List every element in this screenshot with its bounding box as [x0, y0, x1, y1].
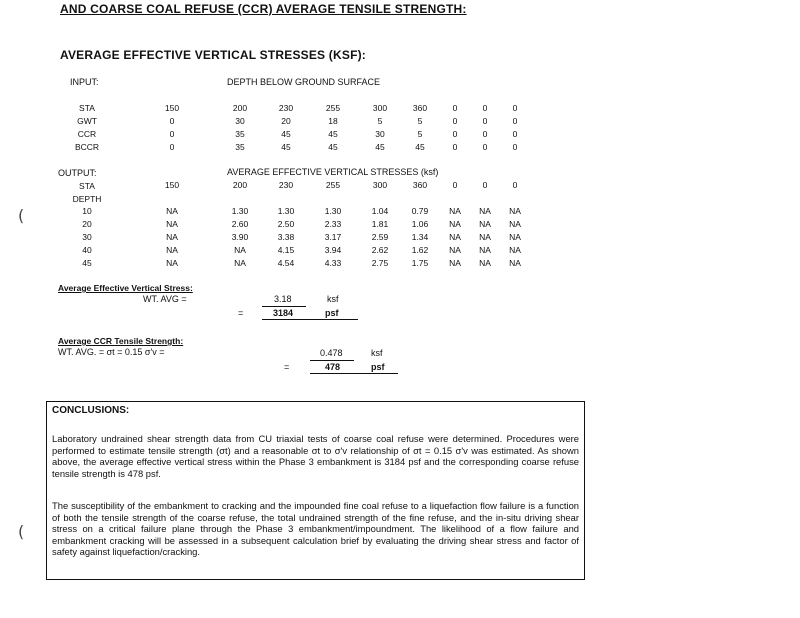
input-cell: 0 [482, 142, 488, 152]
output-depth-value: 20 [82, 219, 92, 229]
conclusions-box [46, 401, 585, 580]
output-cell: NA [449, 245, 461, 255]
input-cell: 20 [281, 116, 291, 126]
input-cell: 35 [235, 142, 245, 152]
output-cell: 2.50 [277, 219, 295, 229]
input-cell: 45 [281, 129, 291, 139]
input-cell: 30 [235, 116, 245, 126]
input-cell: 5 [377, 116, 383, 126]
input-cell: 230 [278, 103, 294, 113]
input-cell: 0 [169, 142, 175, 152]
input-row-label: GWT [77, 116, 97, 126]
avg-tensile-ksf-unit: ksf [371, 348, 383, 358]
input-cell: 0 [169, 116, 175, 126]
output-cell: 1.75 [411, 258, 429, 268]
binder-hole-mark: ( [18, 522, 25, 541]
avg-stress-psf-value: 3184 [273, 308, 294, 318]
output-cell: 1.30 [277, 206, 295, 216]
output-depth-value: 40 [82, 245, 92, 255]
output-cell: 1.30 [231, 206, 249, 216]
input-cell: 0 [512, 129, 518, 139]
output-cell: NA [449, 219, 461, 229]
output-depth-value: 30 [82, 232, 92, 242]
input-cell: 30 [375, 129, 385, 139]
output-cell: NA [234, 258, 246, 268]
output-cell: NA [166, 219, 178, 229]
output-cell: NA [509, 258, 521, 268]
conclusions-paragraph-1: Laboratory undrained shear strength data from CU triaxial tests of coarse coal refuse were determined. Procedures were performed to estimate tensile strength (σt) and a reasonable σt to σ'v relationship of σt = 0.15 σ'v was estimated. As shown above, the average effective vertical stress within the Phase 3 embankment is 3184 psf and the corresponding coarse refuse tensile strength is 478 psf. [52, 433, 579, 479]
avg-stress-heading: Average Effective Vertical Stress: [58, 283, 193, 293]
output-cell: NA [449, 206, 461, 216]
output-sta-cell: 0 [452, 180, 458, 190]
input-cell: 45 [415, 142, 425, 152]
output-cell: NA [234, 245, 246, 255]
input-cell: 45 [328, 129, 338, 139]
output-cell: 0.79 [411, 206, 429, 216]
binder-hole-mark: ( [18, 206, 25, 225]
input-row-label: STA [79, 103, 95, 113]
output-sta-cell: 0 [482, 180, 488, 190]
avg-tensile-equals: = [284, 362, 290, 372]
output-cell: NA [166, 245, 178, 255]
avg-stress-equals: = [238, 308, 244, 318]
underline [310, 360, 354, 361]
output-header: AVERAGE EFFECTIVE VERTICAL STRESSES (ksf) [227, 167, 439, 177]
input-cell: 5 [417, 129, 423, 139]
output-cell: NA [479, 258, 491, 268]
output-cell: NA [509, 206, 521, 216]
input-cell: 45 [328, 142, 338, 152]
output-cell: NA [166, 206, 178, 216]
underline [262, 319, 358, 320]
input-cell: 0 [452, 103, 458, 113]
conclusions-paragraph-2: The susceptibility of the embankment to cracking and the impounded fine coal refuse to a liquefaction flow failure is a function of both the tensile strength of the coarse refuse, the total undrained strength of the fine refuse, and the in-situ driving shear stress on a critical failure plane through the Phase 3 embankment/impoundment. The likelihood of a flow failure and embankment cracking will be assessed in a subsequent calculation brief by evaluating the driving shear stress and factor of safety against liquefaction/cracking. [52, 500, 579, 558]
section-heading: AVERAGE EFFECTIVE VERTICAL STRESSES (KSF): [60, 48, 366, 62]
input-cell: 300 [372, 103, 388, 113]
output-cell: NA [166, 232, 178, 242]
output-cell: 3.90 [231, 232, 249, 242]
output-sta-cell: 200 [232, 180, 248, 190]
avg-tensile-heading: Average CCR Tensile Strength: [58, 336, 184, 346]
output-cell: NA [479, 219, 491, 229]
output-cell: 4.54 [277, 258, 295, 268]
input-cell: 0 [512, 116, 518, 126]
avg-tensile-ksf-value: 0.478 [320, 348, 343, 358]
input-cell: 200 [232, 103, 248, 113]
output-cell: 1.30 [324, 206, 342, 216]
input-cell: 0 [482, 116, 488, 126]
output-depth-value: 45 [82, 258, 92, 268]
output-cell: 2.60 [231, 219, 249, 229]
output-sta-cell: 0 [512, 180, 518, 190]
output-sta-cell: 360 [412, 180, 428, 190]
input-row-label: BCCR [74, 142, 100, 152]
input-cell: 150 [164, 103, 180, 113]
output-cell: 2.62 [371, 245, 389, 255]
output-sta-cell: 150 [164, 180, 180, 190]
input-cell: 35 [235, 129, 245, 139]
avg-tensile-psf-unit: psf [371, 362, 385, 372]
output-cell: NA [479, 232, 491, 242]
output-depth-label: DEPTH [72, 194, 102, 204]
input-row-label: CCR [77, 129, 97, 139]
avg-stress-psf-unit: psf [325, 308, 339, 318]
underline [310, 373, 398, 374]
document-title: AND COARSE COAL REFUSE (CCR) AVERAGE TENSILE STRENGTH: [60, 2, 467, 16]
output-cell: 3.38 [277, 232, 295, 242]
output-sta-cell: 230 [278, 180, 294, 190]
input-cell: 0 [452, 129, 458, 139]
input-cell: 0 [452, 116, 458, 126]
avg-tensile-psf-value: 478 [325, 362, 341, 372]
input-cell: 360 [412, 103, 428, 113]
output-sta-label: STA [79, 181, 95, 191]
output-cell: 3.17 [324, 232, 342, 242]
output-cell: 2.59 [371, 232, 389, 242]
input-cell: 255 [325, 103, 341, 113]
output-cell: 2.75 [371, 258, 389, 268]
output-sta-cell: 255 [325, 180, 341, 190]
avg-tensile-formula: WT. AVG. = σt = 0.15 σ'v = [58, 347, 165, 357]
output-cell: 1.62 [411, 245, 429, 255]
output-cell: NA [449, 258, 461, 268]
avg-stress-ksf-unit: ksf [327, 294, 339, 304]
output-cell: NA [509, 219, 521, 229]
output-cell: 1.34 [411, 232, 429, 242]
output-cell: 1.04 [371, 206, 389, 216]
output-cell: 1.06 [411, 219, 429, 229]
output-label: OUTPUT: [58, 168, 97, 178]
input-cell: 0 [512, 142, 518, 152]
output-cell: 4.15 [277, 245, 295, 255]
output-cell: NA [449, 232, 461, 242]
output-cell: 4.33 [324, 258, 342, 268]
output-cell: NA [509, 232, 521, 242]
input-cell: 0 [512, 103, 518, 113]
output-cell: NA [166, 258, 178, 268]
output-cell: 3.94 [324, 245, 342, 255]
conclusions-heading: CONCLUSIONS: [52, 405, 130, 416]
avg-stress-ksf-value: 3.18 [274, 294, 292, 304]
output-cell: 1.81 [371, 219, 389, 229]
input-cell: 0 [452, 142, 458, 152]
underline [262, 306, 306, 307]
depth-header: DEPTH BELOW GROUND SURFACE [227, 77, 381, 87]
input-cell: 0 [482, 103, 488, 113]
output-cell: NA [479, 206, 491, 216]
input-cell: 0 [169, 129, 175, 139]
input-cell: 45 [281, 142, 291, 152]
output-cell: 2.33 [324, 219, 342, 229]
input-cell: 18 [328, 116, 338, 126]
input-cell: 0 [482, 129, 488, 139]
output-sta-cell: 300 [372, 180, 388, 190]
input-cell: 5 [417, 116, 423, 126]
avg-stress-formula: WT. AVG = [143, 294, 187, 304]
input-cell: 45 [375, 142, 385, 152]
output-depth-value: 10 [82, 206, 92, 216]
output-cell: NA [479, 245, 491, 255]
output-cell: NA [509, 245, 521, 255]
input-label: INPUT: [70, 77, 99, 87]
